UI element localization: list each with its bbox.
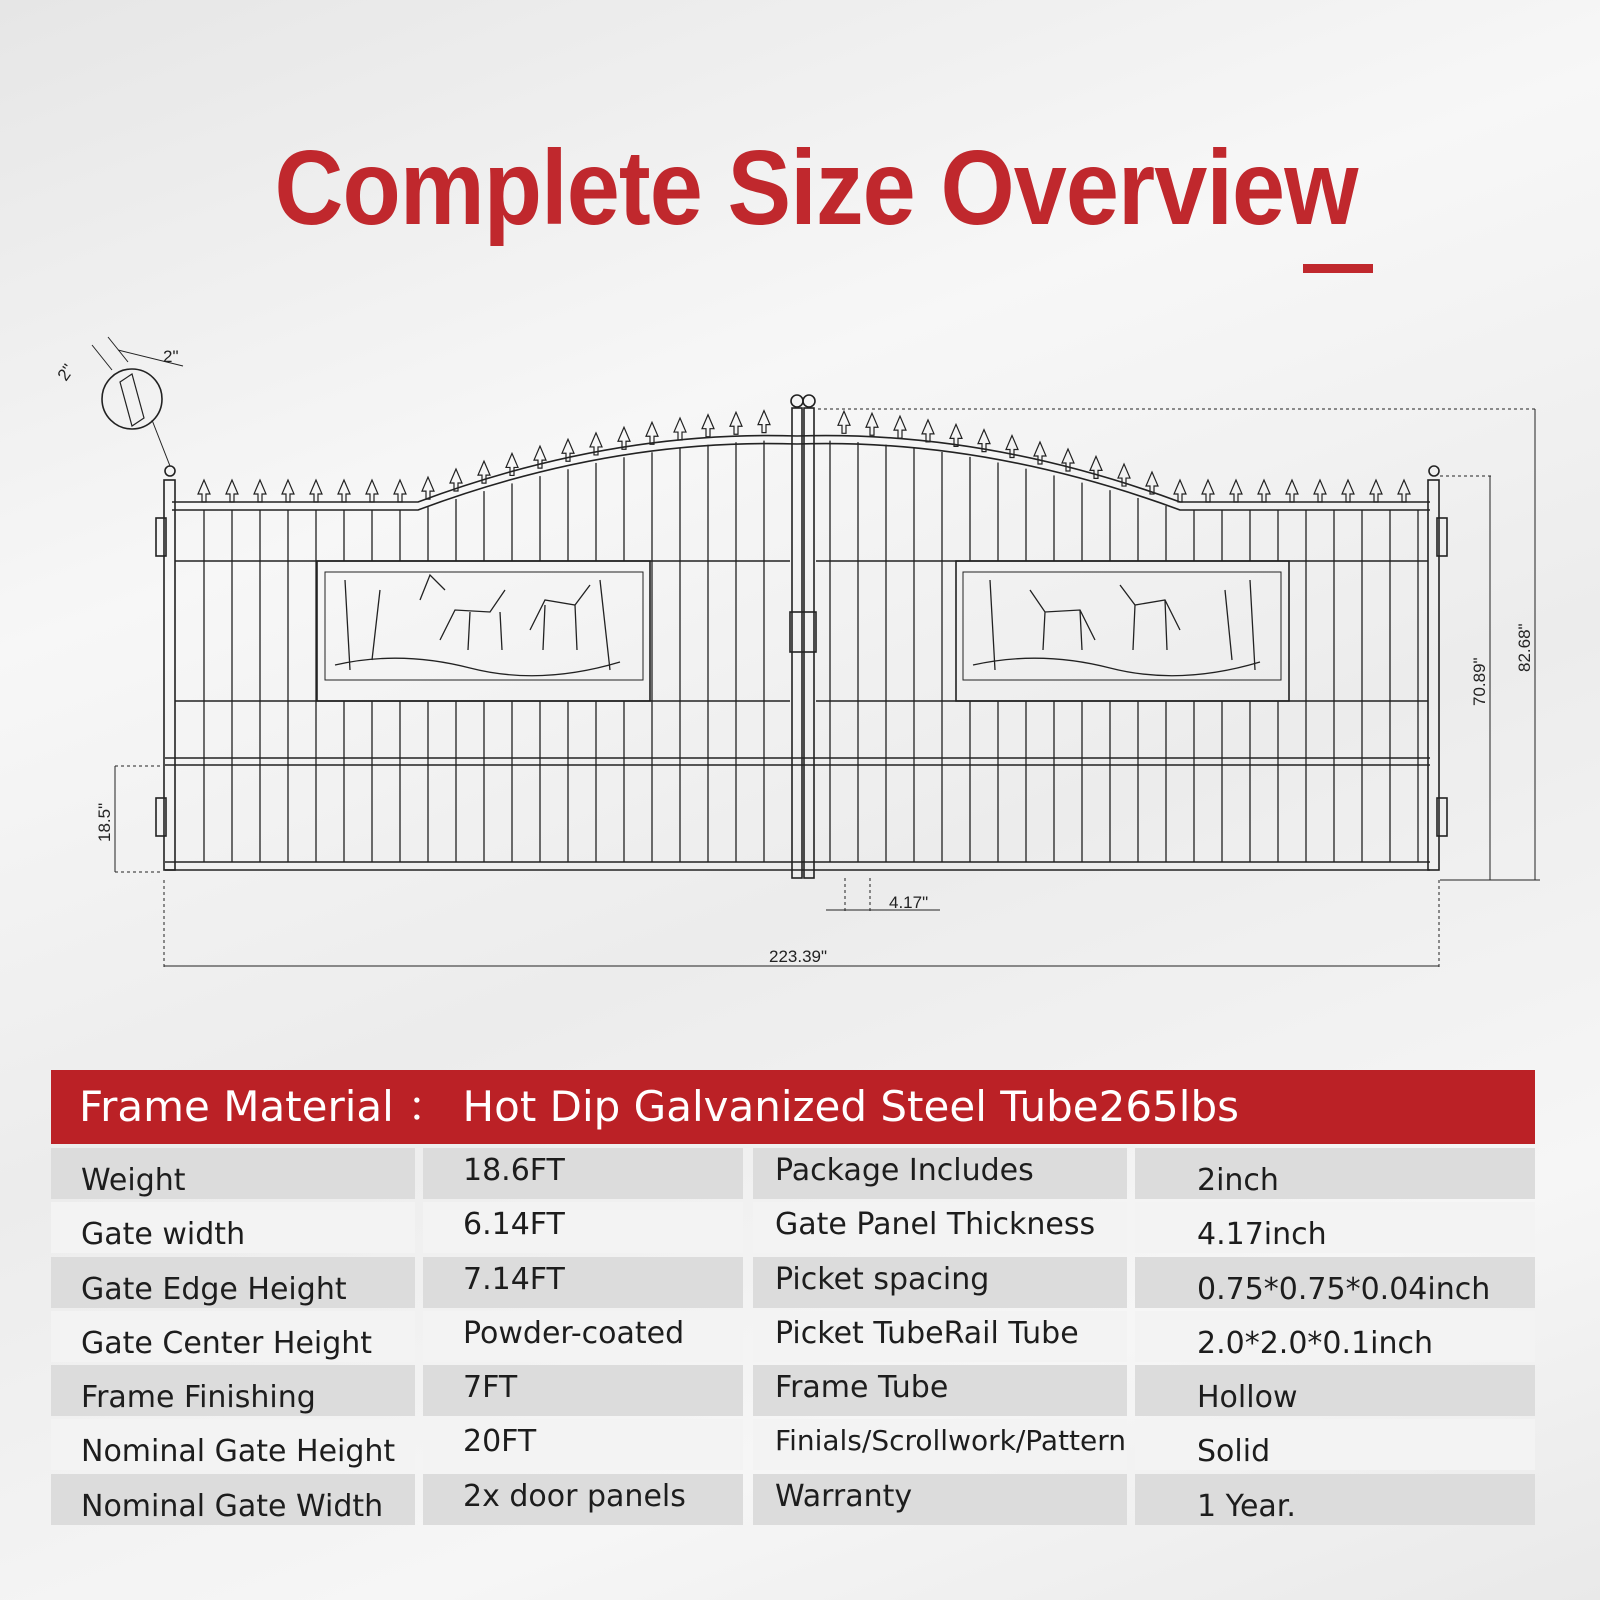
spec-table	[51, 1148, 1535, 1528]
spec-label-2: Finials/Scrollwork/Pattern	[753, 1419, 1127, 1470]
spec-row	[51, 1365, 1535, 1419]
spec-label: Nominal Gate Width	[51, 1474, 415, 1525]
center-post-cap-left	[791, 395, 803, 407]
spec-value-2: 2inch	[1135, 1148, 1535, 1199]
finial-icon	[702, 415, 714, 437]
spec-value: 6.14FT	[423, 1202, 743, 1253]
finial-icon	[1370, 480, 1382, 502]
center-latch	[790, 612, 816, 652]
left-post-cap	[165, 466, 175, 476]
spec-label-2: Package Includes	[753, 1148, 1127, 1199]
finial-icon	[394, 480, 406, 502]
finial-icon	[1342, 480, 1354, 502]
finial-icon	[894, 416, 906, 438]
picket-spacing-label: 4.17"	[889, 893, 929, 912]
finial-icon	[730, 412, 742, 434]
spec-value: 20FT	[423, 1419, 743, 1470]
finial-icon	[674, 418, 686, 440]
spec-label-2: Frame Tube	[753, 1365, 1127, 1416]
spec-value-2: Hollow	[1135, 1365, 1535, 1416]
finial-icon	[1174, 480, 1186, 502]
right-post-cap	[1429, 466, 1439, 476]
spec-row	[51, 1474, 1535, 1528]
finial-icon	[646, 422, 658, 444]
center-post-right	[804, 408, 814, 878]
spec-value-2: 2.0*2.0*0.1inch	[1135, 1311, 1535, 1362]
spec-value: Powder-coated	[423, 1311, 743, 1362]
finial-icon	[1286, 480, 1298, 502]
spec-label: Nominal Gate Height	[51, 1419, 415, 1470]
spec-value-2: Solid	[1135, 1419, 1535, 1470]
finial-icon	[758, 411, 770, 433]
deer-scene-art	[335, 575, 1260, 676]
spec-row	[51, 1148, 1535, 1202]
spec-value-2: 1 Year.	[1135, 1474, 1535, 1525]
post-width-label-b: 2"	[163, 347, 179, 366]
spec-label: Frame Finishing	[51, 1365, 415, 1416]
frame-material-banner: Frame Material ： Hot Dip Galvanized Steel Tube265lbs	[51, 1070, 1535, 1144]
finial-icon	[422, 477, 434, 499]
page-title: Complete Size Overview	[274, 129, 1358, 247]
finial-icon	[1314, 480, 1326, 502]
spec-value-2: 4.17inch	[1135, 1202, 1535, 1253]
finial-icon	[838, 411, 850, 433]
spec-label-2: Picket spacing	[753, 1257, 1127, 1308]
bottom-height-label: 18.5"	[95, 802, 114, 842]
finial-icon	[366, 480, 378, 502]
finial-icon	[1230, 480, 1242, 502]
finial-icon	[338, 480, 350, 502]
spec-label-2: Picket TubeRail Tube	[753, 1311, 1127, 1362]
center-post-cap-right	[803, 395, 815, 407]
spec-value: 2x door panels	[423, 1474, 743, 1525]
finial-icon	[282, 480, 294, 502]
spec-row	[51, 1419, 1535, 1473]
post-width-label-a: 2"	[53, 360, 79, 385]
spec-value-2: 0.75*0.75*0.04inch	[1135, 1257, 1535, 1308]
spec-value: 7FT	[423, 1365, 743, 1416]
spec-label: Gate Edge Height	[51, 1257, 415, 1308]
spec-label-2: Gate Panel Thickness	[753, 1202, 1127, 1253]
spec-label: Gate width	[51, 1202, 415, 1253]
finial-icon	[1258, 480, 1270, 502]
spec-label: Gate Center Height	[51, 1311, 415, 1362]
finial-icon	[866, 413, 878, 435]
finial-icon	[310, 480, 322, 502]
spec-value: 7.14FT	[423, 1257, 743, 1308]
spec-row	[51, 1202, 1535, 1256]
spec-value: 18.6FT	[423, 1148, 743, 1199]
finial-icon	[1398, 480, 1410, 502]
edge-height-label: 70.89"	[1470, 657, 1489, 706]
spec-row	[51, 1257, 1535, 1311]
finial-icon	[950, 424, 962, 446]
total-width-label: 223.39"	[769, 947, 828, 966]
post-detail-circle	[102, 369, 162, 429]
gate-lines	[92, 337, 1540, 968]
center-height-label: 82.68"	[1515, 623, 1534, 672]
top-rail-inner	[172, 444, 1430, 510]
finial-icon	[254, 480, 266, 502]
spec-row	[51, 1311, 1535, 1365]
spec-label: Weight	[51, 1148, 415, 1199]
spec-label-2: Warranty	[753, 1474, 1127, 1525]
finial-icon	[1202, 480, 1214, 502]
center-post-left	[792, 408, 802, 878]
finial-icon	[198, 480, 210, 502]
finial-icon	[922, 420, 934, 442]
finial-icon	[226, 480, 238, 502]
